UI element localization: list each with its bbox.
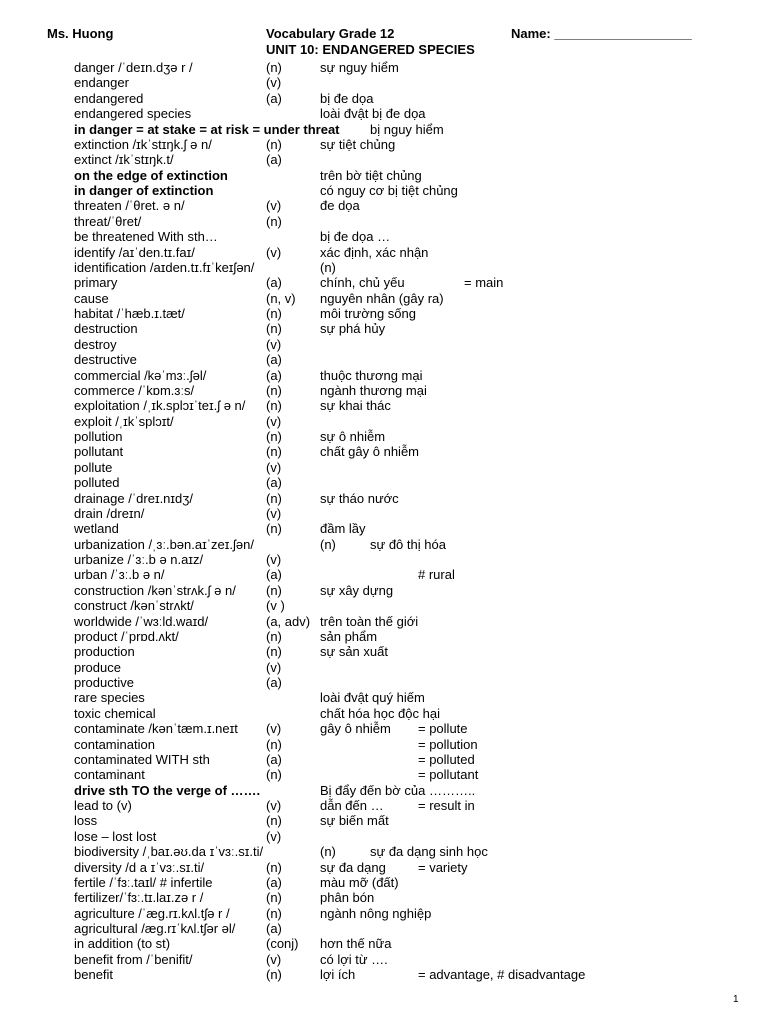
vocab-term: identify /aɪˈden.tɪ.faɪ/	[74, 244, 195, 260]
vocab-term: on the edge of extinction	[74, 167, 228, 183]
part-of-speech: (n)	[266, 767, 282, 783]
vocab-row	[0, 122, 768, 137]
vocab-row	[0, 60, 768, 75]
vocab-row	[0, 706, 768, 721]
vocab-term: benefit	[74, 967, 114, 983]
vocab-row	[0, 906, 768, 921]
vocab-row	[0, 552, 768, 567]
vocab-term: exploit /ˌɪkˈsplɔɪt/	[74, 413, 174, 429]
vocab-term: habitat /ˈhæb.ɪ.tæt/	[74, 306, 185, 321]
vocab-meaning: ngành thương mại	[320, 382, 427, 398]
vocab-term: threat/ˈθret/	[74, 213, 142, 229]
vocab-meaning: sự biến mất	[320, 813, 389, 829]
vocab-row	[0, 398, 768, 413]
vocab-row	[0, 813, 768, 828]
vocab-row	[0, 967, 768, 982]
vocab-note: # rural	[418, 567, 455, 583]
teacher-name: Ms. Huong	[47, 26, 114, 41]
part-of-speech: (a)	[266, 275, 282, 291]
part-of-speech: (n)	[266, 60, 282, 75]
vocab-term: urbanization /ˌɜː.bən.aɪˈzeɪ.ʃən/	[74, 536, 254, 552]
vocab-term: production	[74, 644, 135, 660]
vocab-meaning: sự nguy hiểm	[320, 60, 399, 75]
part-of-speech: (a)	[266, 874, 282, 890]
part-of-speech: (v)	[266, 659, 282, 675]
part-of-speech: (v )	[266, 598, 285, 614]
vocab-meaning: sự tiệt chủng	[320, 136, 396, 152]
vocab-term: drainage /ˈdreɪ.nɪdʒ/	[74, 490, 193, 506]
vocab-term: lead to (v)	[74, 798, 132, 813]
part-of-speech: (n)	[266, 628, 282, 644]
vocab-row	[0, 860, 768, 875]
vocab-row	[0, 183, 768, 198]
vocab-row	[0, 306, 768, 321]
vocab-note: = pollutant	[418, 767, 479, 783]
vocab-term: productive	[74, 675, 134, 690]
part-of-speech: (n)	[266, 429, 282, 444]
vocab-row	[0, 337, 768, 352]
vocab-term: in danger = at stake = at risk = under threat	[74, 121, 340, 137]
vocab-meaning: có lợi từ ….	[320, 951, 388, 967]
vocab-term: identification /aɪden.tɪ.fɪˈkeɪʃən/	[74, 259, 255, 275]
vocab-meaning: màu mỡ (đất)	[320, 874, 399, 890]
part-of-speech: (a)	[266, 751, 282, 767]
vocab-row	[0, 921, 768, 936]
part-of-speech: (n)	[266, 813, 282, 829]
part-of-speech: (n)	[266, 213, 282, 229]
vocab-meaning: nguyên nhân (gây ra)	[320, 290, 444, 306]
vocab-term: fertile /ˈfɜː.taɪl/ # infertile	[74, 874, 213, 890]
vocab-meaning: sự sản xuất	[320, 644, 388, 660]
vocab-row	[0, 352, 768, 367]
unit-heading: UNIT 10: ENDANGERED SPECIES	[266, 42, 475, 57]
vocab-term: contaminated WITH sth	[74, 751, 210, 767]
vocab-row	[0, 137, 768, 152]
part-of-speech: (conj)	[266, 936, 299, 952]
vocab-meaning: sự khai thác	[320, 398, 391, 414]
vocab-meaning: thuộc thương mại	[320, 367, 423, 383]
vocab-term: benefit from /ˈbenifit/	[74, 951, 193, 967]
vocab-term: diversity /d a ɪˈvɜː.sɪ.ti/	[74, 859, 205, 875]
part-of-speech: (a)	[266, 567, 282, 583]
vocab-term: in danger of extinction	[74, 183, 214, 198]
vocab-meaning: ngành nông nghiệp	[320, 905, 432, 921]
part-of-speech: (n)	[266, 444, 282, 460]
vocab-meaning: sự tháo nước	[320, 490, 399, 506]
vocab-meaning: môi trường sống	[320, 306, 416, 321]
vocab-note: = result in	[418, 798, 475, 813]
student-name-field: Name: ___________________	[511, 26, 692, 41]
vocab-row	[0, 567, 768, 582]
vocab-term: urban /ˈɜː.b ə n/	[74, 567, 165, 583]
vocab-row	[0, 875, 768, 890]
vocab-row	[0, 214, 768, 229]
vocab-row	[0, 291, 768, 306]
part-of-speech: (v)	[266, 413, 282, 429]
vocab-note-extra: sự đa dạng sinh học	[370, 844, 488, 860]
vocab-row	[0, 475, 768, 490]
vocab-term: endangered species	[74, 106, 192, 122]
page-number: 1	[733, 994, 739, 1005]
vocab-meaning: Bị đẩy đến bờ của ………..	[320, 782, 476, 798]
part-of-speech: (v)	[266, 828, 282, 844]
vocab-term: toxic chemical	[74, 705, 156, 721]
vocab-row	[0, 583, 768, 598]
part-of-speech: (a)	[266, 152, 282, 168]
vocab-row	[0, 260, 768, 275]
vocab-term: drive sth TO the verge of …….	[74, 782, 261, 798]
vocab-meaning: trên toàn thế giới	[320, 613, 419, 629]
vocab-note: = variety	[418, 859, 468, 875]
vocab-term: pollution	[74, 429, 123, 444]
vocab-row	[0, 198, 768, 213]
vocab-term: worldwide /ˈwɜːld.waɪd/	[74, 613, 209, 629]
vocab-term: produce	[74, 659, 121, 675]
vocab-term: cause	[74, 290, 109, 306]
vocab-term: be threatened With sth…	[74, 229, 218, 245]
vocab-meaning: loài đvật bị đe dọa	[320, 106, 426, 122]
part-of-speech: (n)	[266, 859, 282, 875]
vocab-meaning: phân bón	[320, 890, 375, 906]
part-of-speech: (a)	[266, 475, 282, 491]
part-of-speech: (v)	[266, 459, 282, 475]
part-of-speech: (n)	[266, 521, 282, 537]
vocab-term: wetland	[74, 521, 119, 537]
vocab-meaning: sự xây dựng	[320, 582, 394, 598]
vocab-row	[0, 952, 768, 967]
part-of-speech: (v)	[266, 198, 282, 214]
part-of-speech: (n)	[266, 490, 282, 506]
vocab-meaning: sản phẩm	[320, 628, 378, 644]
vocab-row	[0, 629, 768, 644]
vocab-row	[0, 767, 768, 782]
vocab-term: biodiversity /ˌbaɪ.əʊ.da ɪˈvɜː.sɪ.ti/	[74, 844, 264, 860]
vocab-term: urbanize /ˈɜː.b ə n.aɪz/	[74, 552, 204, 567]
part-of-speech: (v)	[266, 721, 282, 737]
vocab-note: = advantage, # disadvantage	[418, 967, 586, 983]
part-of-speech: (a)	[266, 367, 282, 383]
vocab-term: rare species	[74, 690, 145, 706]
part-of-speech: (v)	[266, 552, 282, 567]
vocab-row	[0, 152, 768, 167]
vocab-row	[0, 91, 768, 106]
vocab-note: = pollution	[418, 736, 478, 752]
vocab-term: endanger	[74, 75, 129, 91]
vocab-row	[0, 521, 768, 536]
vocab-row	[0, 491, 768, 506]
vocab-row	[0, 321, 768, 336]
vocab-term: extinction /ɪkˈstɪŋk.ʃ ə n/	[74, 136, 212, 152]
vocab-meaning: đe dọa	[320, 198, 360, 214]
vocab-meaning: loài đvật quý hiếm	[320, 690, 425, 706]
vocab-row	[0, 75, 768, 90]
vocab-meaning: bị đe dọa	[320, 90, 374, 106]
part-of-speech: (n)	[266, 644, 282, 660]
vocab-note-extra: = main	[464, 275, 504, 291]
vocab-row	[0, 936, 768, 951]
vocab-meaning: (n)	[320, 844, 336, 860]
vocab-note-extra: sự đô thị hóa	[370, 536, 446, 552]
vocab-term: destructive	[74, 352, 137, 368]
vocab-row	[0, 598, 768, 613]
part-of-speech: (n)	[266, 890, 282, 906]
vocab-row	[0, 506, 768, 521]
vocab-term: contaminant	[74, 767, 145, 783]
vocab-meaning: đầm lầy	[320, 521, 366, 537]
vocab-meaning: bị đe dọa …	[320, 229, 391, 245]
vocab-term: destruction	[74, 321, 138, 337]
part-of-speech: (v)	[266, 951, 282, 967]
part-of-speech: (a, adv)	[266, 613, 311, 629]
part-of-speech: (n)	[266, 736, 282, 752]
vocab-note: = polluted	[418, 751, 475, 767]
vocab-row	[0, 444, 768, 459]
vocab-meaning: sự đa dạng	[320, 859, 386, 875]
vocab-term: agricultural /æg.rɪˈkʌl.tʃər əl/	[74, 921, 236, 936]
vocab-meaning: sự phá hủy	[320, 321, 386, 337]
vocab-meaning: sự ô nhiễm	[320, 429, 386, 444]
part-of-speech: (v)	[266, 244, 282, 260]
vocab-row	[0, 245, 768, 260]
part-of-speech: (n, v)	[266, 290, 296, 306]
vocab-term: contaminate /kənˈtæm.ɪ.neɪt	[74, 721, 238, 737]
vocab-term: contamination	[74, 736, 155, 752]
vocab-row	[0, 690, 768, 705]
vocab-term: polluted	[74, 475, 120, 491]
vocab-term: construct /kənˈstrʌkt/	[74, 598, 194, 614]
vocab-row	[0, 737, 768, 752]
part-of-speech: (n)	[266, 905, 282, 921]
vocab-row	[0, 721, 768, 736]
vocab-term: extinct /ɪkˈstɪŋk.t/	[74, 152, 174, 168]
vocab-term: primary	[74, 275, 118, 291]
vocab-term: loss	[74, 813, 98, 829]
part-of-speech: (a)	[266, 90, 282, 106]
vocab-row	[0, 752, 768, 767]
vocab-meaning: xác định, xác nhận	[320, 244, 429, 260]
vocab-meaning: (n)	[320, 536, 336, 552]
part-of-speech: (n)	[266, 967, 282, 983]
vocab-row	[0, 275, 768, 290]
vocab-term: threaten /ˈθret. ə n/	[74, 198, 185, 214]
vocab-term: exploitation /ˌɪk.splɔɪˈteɪ.ʃ ə n/	[74, 398, 246, 414]
vocab-term: in addition (to st)	[74, 936, 171, 952]
vocab-term: endangered	[74, 90, 144, 106]
part-of-speech: (n)	[266, 306, 282, 321]
vocab-row	[0, 644, 768, 659]
vocab-meaning: lợi ích	[320, 967, 356, 983]
vocab-row	[0, 844, 768, 859]
vocab-term: pollutant	[74, 444, 124, 460]
vocabulary-list	[0, 60, 768, 983]
vocab-meaning: trên bờ tiệt chủng	[320, 167, 422, 183]
part-of-speech: (v)	[266, 75, 282, 91]
part-of-speech: (a)	[266, 352, 282, 368]
vocab-meaning: dẫn đến …	[320, 798, 384, 813]
vocab-term: danger /ˈdeɪn.dʒə r /	[74, 60, 193, 75]
vocab-note: = pollute	[418, 721, 468, 737]
part-of-speech: (v)	[266, 798, 282, 813]
document-title: Vocabulary Grade 12	[266, 26, 395, 41]
vocab-term: commerce /ˈkɒm.ɜːs/	[74, 382, 195, 398]
vocab-row	[0, 614, 768, 629]
vocab-term: drain /dreɪn/	[74, 505, 145, 521]
vocab-row	[0, 368, 768, 383]
vocab-meaning: (n)	[320, 259, 336, 275]
vocab-meaning: chính, chủ yếu	[320, 275, 405, 291]
vocab-term: agriculture /ˈæg.rɪ.kʌl.tʃə r /	[74, 905, 230, 921]
part-of-speech: (a)	[266, 921, 282, 936]
vocab-term: destroy	[74, 336, 117, 352]
vocab-row	[0, 229, 768, 244]
vocab-row	[0, 675, 768, 690]
vocab-row	[0, 798, 768, 813]
vocab-row	[0, 460, 768, 475]
part-of-speech: (n)	[266, 136, 282, 152]
part-of-speech: (v)	[266, 336, 282, 352]
vocab-row	[0, 829, 768, 844]
part-of-speech: (a)	[266, 675, 282, 690]
vocab-row	[0, 537, 768, 552]
vocab-row	[0, 783, 768, 798]
part-of-speech: (n)	[266, 382, 282, 398]
vocab-term: fertilizer/ˈfɜː.tɪ.laɪ.zə r /	[74, 890, 204, 906]
vocab-meaning-inline: bị nguy hiểm	[370, 121, 444, 137]
vocab-meaning: gây ô nhiễm	[320, 721, 391, 737]
vocab-row	[0, 106, 768, 121]
vocab-row	[0, 890, 768, 905]
vocab-row	[0, 383, 768, 398]
vocab-term: construction /kənˈstrʌk.ʃ ə n/	[74, 582, 236, 598]
vocab-meaning: chất hóa học độc hại	[320, 705, 440, 721]
vocab-term: commercial /kəˈmɜː.ʃəl/	[74, 367, 207, 383]
vocab-row	[0, 414, 768, 429]
part-of-speech: (n)	[266, 582, 282, 598]
part-of-speech: (n)	[266, 398, 282, 414]
vocab-row	[0, 168, 768, 183]
vocab-term: product /ˈprɒd.ʌkt/	[74, 628, 179, 644]
vocab-meaning: có nguy cơ bị tiệt chủng	[320, 183, 458, 198]
vocab-row	[0, 429, 768, 444]
part-of-speech: (n)	[266, 321, 282, 337]
vocab-row	[0, 660, 768, 675]
vocab-meaning: chất gây ô nhiễm	[320, 444, 420, 460]
vocab-term: lose – lost lost	[74, 828, 157, 844]
part-of-speech: (v)	[266, 505, 282, 521]
vocab-term: pollute	[74, 459, 113, 475]
vocab-meaning: hơn thế nữa	[320, 936, 392, 952]
